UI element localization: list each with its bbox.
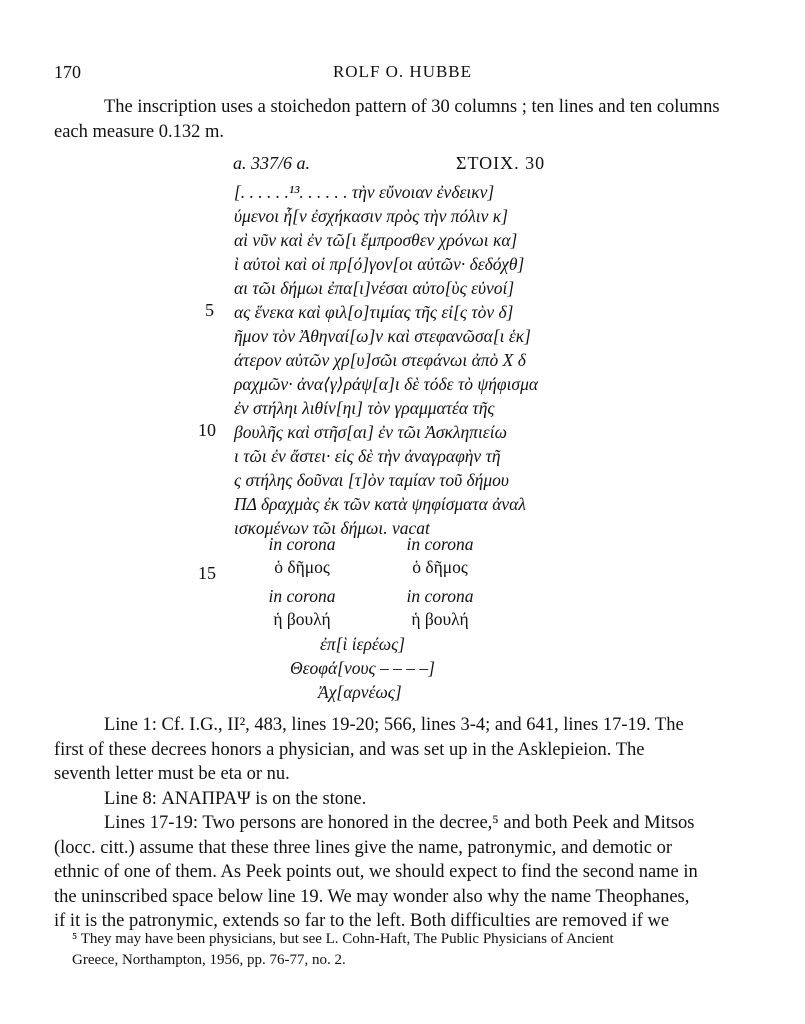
running-head-author: ROLF O. HUBBE	[332, 62, 473, 81]
inscription-line: άτερον αὐτῶν χρ[υ]σῶι στεφάνωι ἀπὸ Χ δ	[234, 350, 526, 370]
crown-text: ἡ βουλή	[411, 609, 469, 629]
inscription-line: αὶ νῦν καὶ ἐν τῶ[ι ἔμπροσθεν χρόνωι κα]	[234, 230, 518, 250]
line-number-10: 10	[198, 420, 216, 440]
inscription-date: a. 337/6 a.	[233, 153, 311, 173]
inscription-line: ῆμον τὸν Ἀθηναί[ω]ν καὶ στεφανῶσα[ι ἑκ]	[234, 326, 531, 346]
commentary-text: (locc. citt.) assume that these three lines give the name, patronymic, and demotic or	[54, 837, 672, 858]
intro-line: The inscription uses a stoichedon pattern of 30 columns ; ten lines and ten columns	[104, 97, 720, 117]
line-number-15: 15	[198, 563, 216, 583]
inscription-line: ὶ αὐτοὶ καὶ οἱ πρ[ό]γον[οι αὐτῶν· δεδόχθ]	[234, 254, 525, 274]
commentary-text: the uninscribed space below line 19. We may wonder also why the name Theophanes,	[54, 886, 690, 907]
inscription-line: ύμενοι ἧ[ν ἐσχήκασιν πρὸς τὴν πόλιν κ]	[234, 206, 509, 226]
commentary-text: if it is the patronymic, extends so far to the left. Both difficulties are removed if we	[54, 911, 670, 931]
closing-line: Ἀχ[αρνέως]	[318, 682, 402, 702]
inscription-line: ς στήλης δοῦναι [τ]ὸν ταμίαν τοῦ δήμου	[234, 470, 509, 490]
stoichedon-label: ΣΤΟΙΧ. 30	[456, 153, 546, 173]
closing-line: ἐπ[ὶ ἱερέως]	[320, 634, 406, 654]
crown-demos-right	[370, 534, 510, 578]
crown-text: ὁ δῆμος	[412, 557, 468, 577]
crown-text: ἡ βουλή	[273, 609, 331, 629]
commentary-text: Line 8: ΑΝΑΠΡΑΨ is on the stone.	[104, 788, 367, 809]
inscription-line: ΠΔ δραχμὰς ἐκ τῶν κατὰ ψηφίσματα ἀναλ	[234, 494, 526, 514]
line-number-5: 5	[205, 300, 214, 320]
commentary-text: first of these decrees honors a physician, and was set up in the Asklepieion. The	[54, 739, 645, 760]
crown-label: in corona	[268, 586, 336, 606]
crown-boule-right	[370, 586, 510, 630]
crown-boule-left	[232, 586, 372, 630]
inscription-line: βουλῆς καὶ στῆσ[αι] ἐν τῶι Ἀσκληπιείω	[234, 422, 507, 442]
intro-paragraph	[54, 95, 754, 144]
inscription-line: αι τῶι δήμωι ἐπα[ι]νέσαι αὐτο[ὺς εὐνοί]	[234, 278, 515, 298]
inscription-line: ας ἕνεκα καὶ φιλ[ο]τιμίας τῆς εἰ[ς τὸν δ]	[234, 302, 514, 322]
crown-demos-left	[232, 534, 372, 578]
commentary-text: Lines 17-19: Two persons are honored in the decree,⁵ and both Peek and Mitsos	[104, 813, 695, 833]
inscription-line: ἐν στήληι λιθίν[ηι] τὸν γραμματέα τῆς	[234, 398, 495, 418]
crown-label: in corona	[268, 534, 336, 554]
inscription-line: ισκομένων τῶι δήμωι. vacat	[234, 518, 430, 538]
inscription-line: ι τῶι ἐν ἄστει· εἰς δὲ τὴν ἀναγραφὴν τῆ	[234, 446, 501, 466]
crown-label: in corona	[406, 534, 474, 554]
footnote-line: Greece, Northampton, 1956, pp. 76-77, no. 2.	[72, 952, 346, 968]
closing-line: Θεοφά[νους – – – –]	[290, 658, 435, 678]
page-number: 170	[54, 62, 81, 82]
commentary-text: Line 1: Cf. I.G., II², 483, lines 19-20; 566, lines 3-4; and 641, lines 17-19. The	[104, 715, 684, 735]
crown-label: in corona	[406, 586, 474, 606]
commentary-text: seventh letter must be eta or nu.	[54, 764, 290, 784]
footnote	[72, 929, 752, 971]
inscription-line: [. . . . . .¹³. . . . . . τὴν εὔνοιαν ἐνδεικν]	[234, 182, 495, 202]
crown-text: ὁ δῆμος	[274, 557, 330, 577]
footnote-line: ⁵ They may have been physicians, but see L. Cohn-Haft, The Public Physicians of Ancient	[72, 931, 614, 947]
intro-line: each measure 0.132 m.	[54, 121, 225, 142]
inscription-line: ραχμῶν· ἀνα⟨γ⟩ράψ[α]ι δὲ τόδε τὸ ψήφισμα	[234, 374, 539, 394]
commentary-line-1	[54, 713, 754, 934]
commentary-text: ethnic of one of them. As Peek points out, we should expect to find the second name in	[54, 862, 698, 882]
